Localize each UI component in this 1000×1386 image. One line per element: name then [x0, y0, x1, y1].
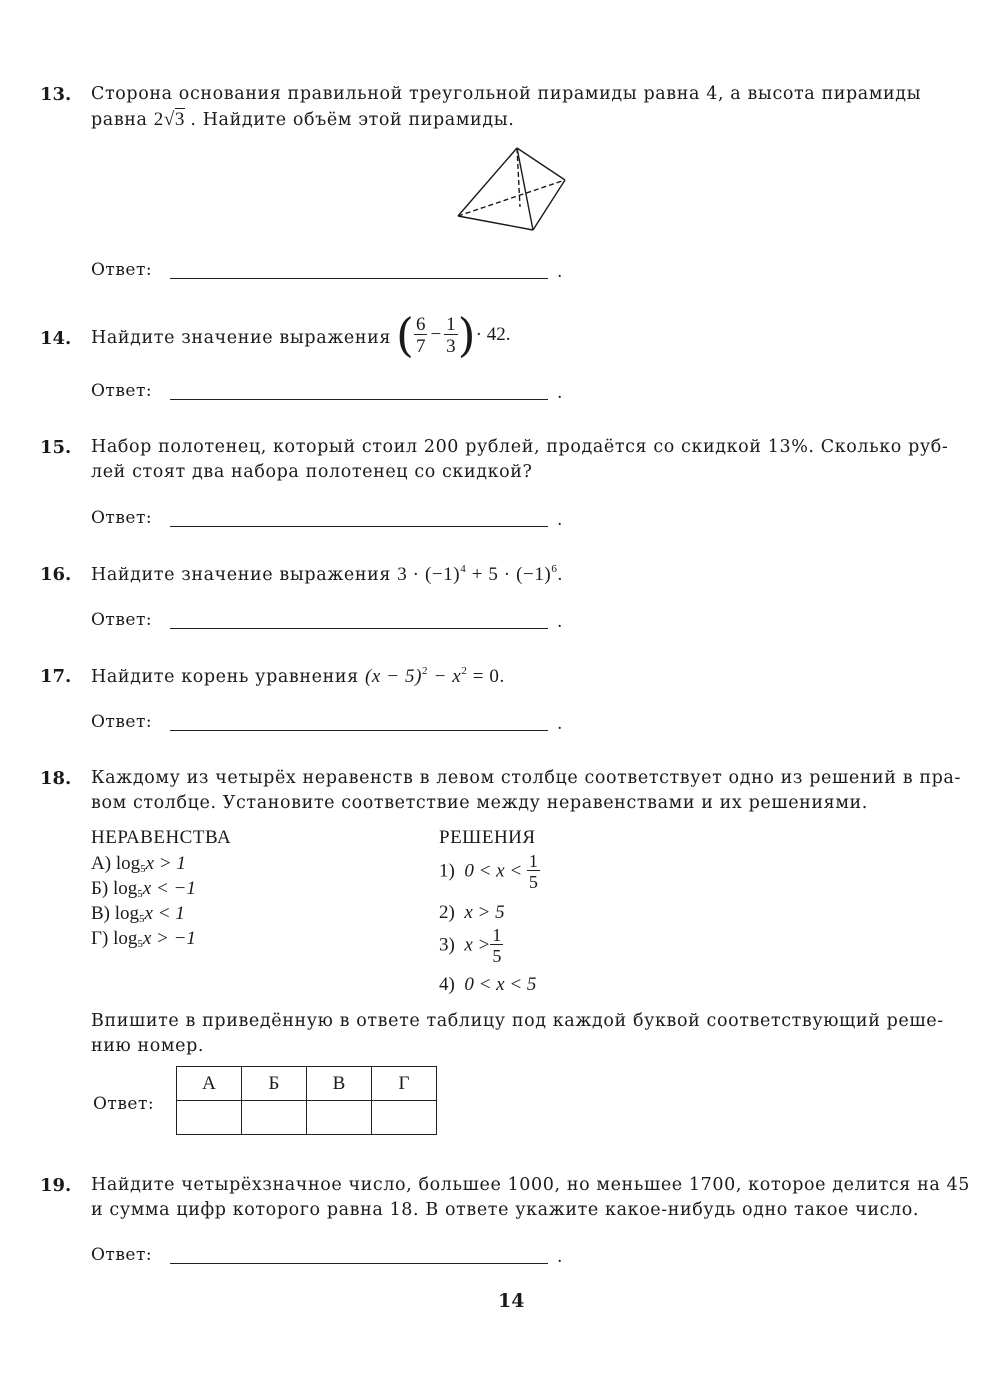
problem-13-text-line1: Сторона основания правильной треугольной пирамиды равна 4, а высота пирамиды	[91, 84, 922, 104]
pyramid-base-front	[458, 216, 533, 230]
answer-label-18: Ответ:	[93, 1094, 155, 1114]
problem-15-text-line2: лей стоят два набора полотенец со скидкой?	[91, 462, 533, 482]
problem-16-text	[91, 564, 563, 586]
fraction-6-7: $\frac{6}{7}$	[415, 313, 426, 357]
problem-19-text-line2: и сумма цифр которого равна 18. В ответе укажите какое-нибудь одно такое число.	[91, 1200, 920, 1220]
answer-table-header-a: А	[177, 1067, 242, 1101]
problem-18-text-line1: Каждому из четырёх неравенств в левом столбце соответствует одно из решений в пра-	[91, 768, 961, 788]
answer-cell-b[interactable]	[242, 1101, 307, 1135]
answer-table-18	[176, 1066, 437, 1135]
answer-label-13: Ответ:	[91, 260, 153, 280]
problem-19-number: 19.	[40, 1175, 72, 1196]
answer-label-15: Ответ:	[91, 508, 153, 528]
answer-label-14: Ответ:	[91, 381, 153, 401]
answer-dot-16: .	[557, 612, 563, 632]
answer-field-17[interactable]	[170, 730, 548, 731]
problem-13-number: 13.	[40, 84, 72, 105]
answer-cell-a[interactable]	[177, 1101, 242, 1135]
problem-16-expression: $3 \cdot (-1)^4 + 5 \cdot (-1)^6$.	[397, 563, 563, 585]
problem-17-number: 17.	[40, 666, 72, 687]
answer-field-15[interactable]	[170, 526, 548, 527]
height-radicand: 3	[174, 109, 186, 130]
answer-dot-17: .	[557, 714, 563, 734]
solution-1: 1) 0 < x < $\frac{1}{5}$	[439, 851, 538, 892]
answer-field-19[interactable]	[170, 1263, 548, 1264]
inequality-v: В) $\log_5x < 1$	[91, 903, 185, 925]
minus-sign: −	[430, 324, 442, 345]
problem-19-text-line1: Найдите четырёхзначное число, большее 1000, но меньшее 1700, которое делится на 45	[91, 1175, 971, 1195]
problem-15-number: 15.	[40, 437, 72, 458]
problem-15-text-line1: Набор полотенец, который стоил 200 рублей, продаётся со скидкой 13%. Сколько руб-	[91, 437, 949, 457]
solution-4: 4) 0 < x < 5	[439, 974, 537, 995]
inequalities-header: НЕРАВЕНСТВА	[91, 827, 232, 848]
problem-14-text: Найдите значение выражения	[91, 328, 392, 348]
fraction-1-3: $\frac{1}{3}$	[446, 313, 456, 357]
answer-dot-13: .	[557, 262, 563, 282]
answer-cell-g[interactable]	[372, 1101, 437, 1135]
answer-label-19: Ответ:	[91, 1245, 153, 1265]
answer-label-17: Ответ:	[91, 712, 153, 732]
answer-table-header-g: Г	[372, 1067, 437, 1101]
answer-field-14[interactable]	[170, 399, 548, 400]
problem-16-number: 16.	[40, 564, 72, 585]
multiply-42: · 42.	[475, 324, 511, 345]
pyramid-edge-right	[517, 148, 565, 180]
problem-17-text	[91, 666, 505, 688]
solution-2: 2) x > 5	[439, 902, 505, 923]
problem-13-equals-word: равна	[91, 110, 148, 130]
solutions-header: РЕШЕНИЯ	[439, 827, 536, 848]
sqrt-icon: √	[163, 109, 175, 130]
problem-17-question: Найдите корень уравнения	[91, 667, 359, 687]
height-coefficient: 2	[153, 109, 164, 130]
answer-table-input-row	[177, 1101, 437, 1135]
problem-14-number: 14.	[40, 328, 72, 349]
pyramid-base-right	[533, 180, 565, 230]
problem-16-question: Найдите значение выражения	[91, 565, 392, 585]
answer-dot-15: .	[557, 510, 563, 530]
problem-18-text-line2: вом столбце. Установите соответствие между неравенствами и их решениями.	[91, 793, 868, 813]
left-paren: (	[396, 308, 414, 362]
solution-3: 3) x > $\frac{1}{5}$	[439, 925, 502, 966]
inequality-a: А) $\log_5x > 1$	[91, 853, 186, 875]
problem-14-expression	[396, 308, 511, 362]
problem-13-question: . Найдите объём этой пирамиды.	[190, 110, 515, 130]
problem-18-instruction-line1: Впишите в приведённую в ответе таблицу под каждой буквой соответствующий реше-	[91, 1011, 944, 1031]
right-paren: )	[457, 308, 476, 362]
answer-label-16: Ответ:	[91, 610, 153, 630]
problem-13-text-line2	[91, 109, 514, 131]
answer-table-header-v: В	[307, 1067, 372, 1101]
problem-18-number: 18.	[40, 768, 72, 789]
answer-table-header-b: Б	[242, 1067, 307, 1101]
answer-dot-19: .	[557, 1247, 563, 1267]
pyramid-edge-left	[458, 148, 517, 216]
page-number: 14	[498, 1290, 525, 1312]
problem-17-equation: $(x - 5)^2 - x^2 = 0$.	[364, 665, 505, 687]
answer-field-13[interactable]	[170, 278, 548, 279]
answer-field-16[interactable]	[170, 628, 548, 629]
pyramid-figure	[440, 140, 580, 240]
height-value	[154, 108, 191, 130]
problem-18-instruction-line2: нию номер.	[91, 1036, 205, 1056]
inequality-g: Г) $\log_5x > -1$	[91, 928, 196, 950]
answer-table-header-row	[177, 1067, 437, 1101]
answer-dot-14: .	[557, 383, 563, 403]
inequality-b: Б) $\log_5x < -1$	[91, 878, 196, 900]
answer-cell-v[interactable]	[307, 1101, 372, 1135]
